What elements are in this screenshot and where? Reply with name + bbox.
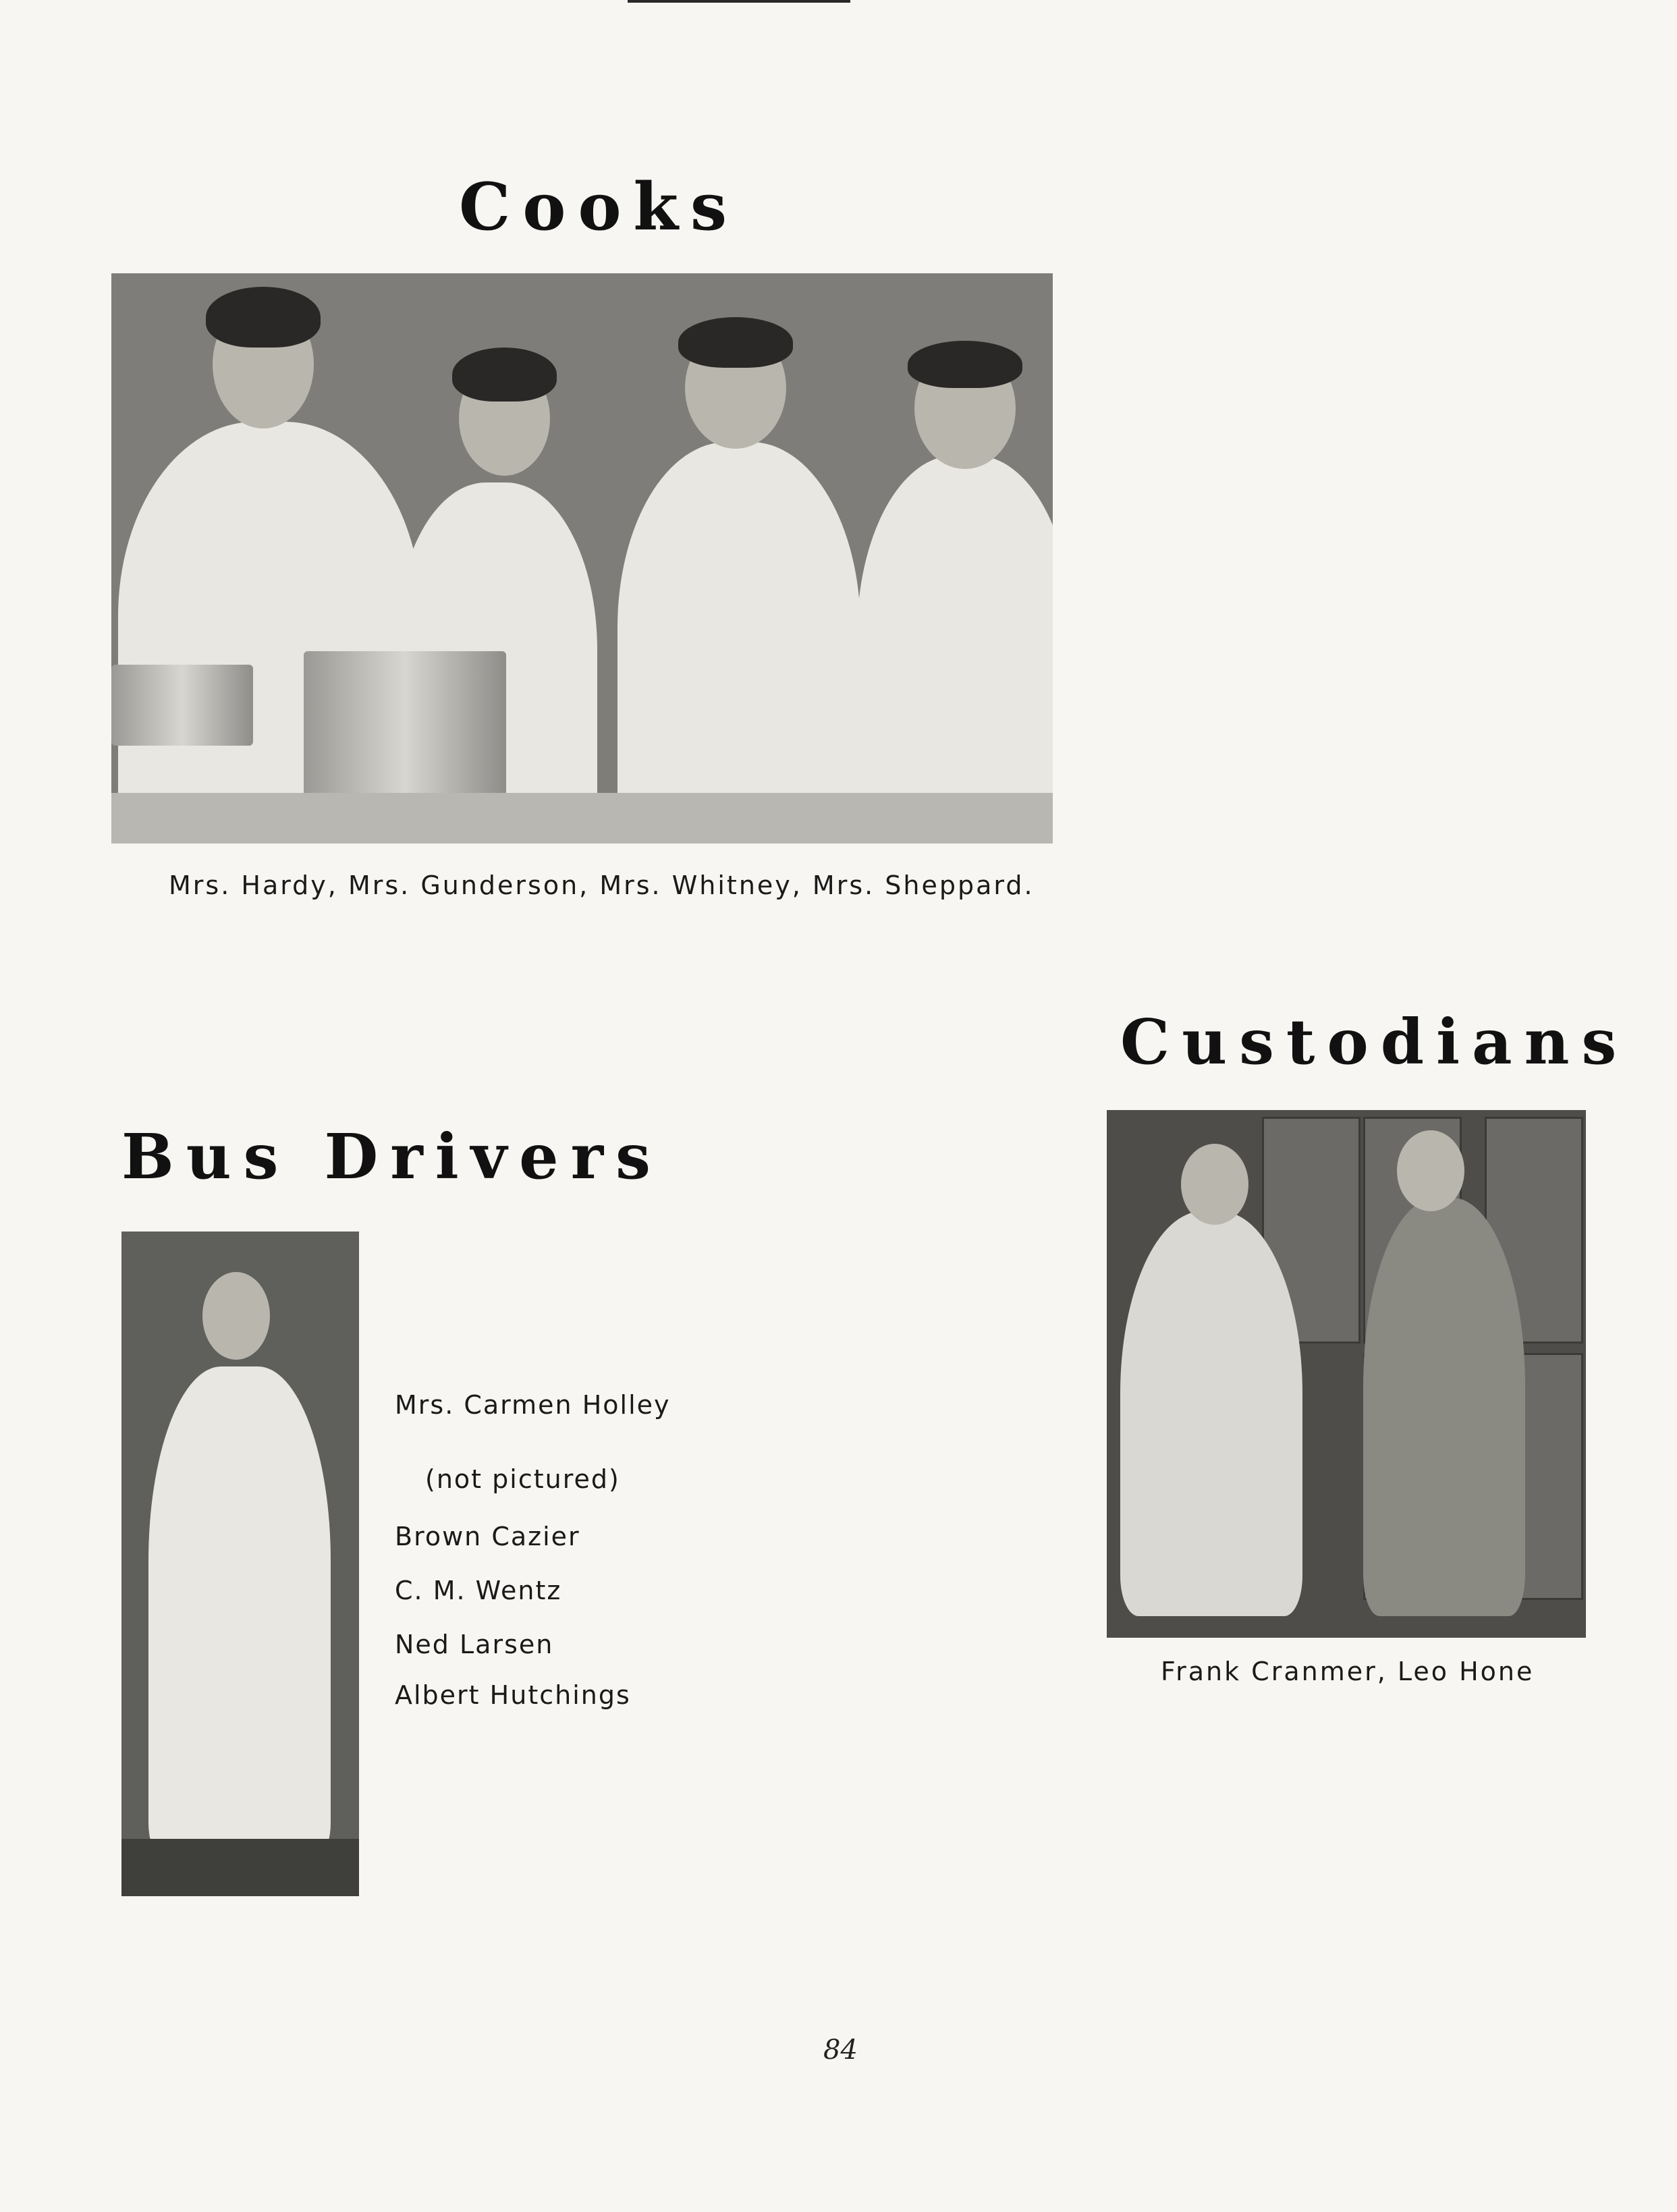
top-rule xyxy=(628,0,850,3)
page-number: 84 xyxy=(823,2035,858,2066)
driver-name: Albert Hutchings xyxy=(395,1680,631,1710)
cooks-photo xyxy=(111,273,1053,844)
custodians-heading: Custodians xyxy=(1120,1005,1629,1078)
bus-driver-photo xyxy=(121,1232,359,1896)
custodians-caption: Frank Cranmer, Leo Hone xyxy=(1161,1657,1535,1686)
pictured-driver: Mrs. Carmen Holley xyxy=(395,1390,671,1420)
driver-name: C. M. Wentz xyxy=(395,1576,562,1605)
driver-name: Brown Cazier xyxy=(395,1522,580,1551)
cooks-caption: Mrs. Hardy, Mrs. Gunderson, Mrs. Whitney, Mrs. Sheppard. xyxy=(169,870,1035,900)
not-pictured-note: (not pictured) xyxy=(425,1464,620,1494)
driver-name: Ned Larsen xyxy=(395,1630,554,1659)
cooks-heading: Cooks xyxy=(459,169,740,245)
custodians-photo xyxy=(1107,1110,1586,1638)
bus-drivers-heading: Bus Drivers xyxy=(121,1120,663,1193)
